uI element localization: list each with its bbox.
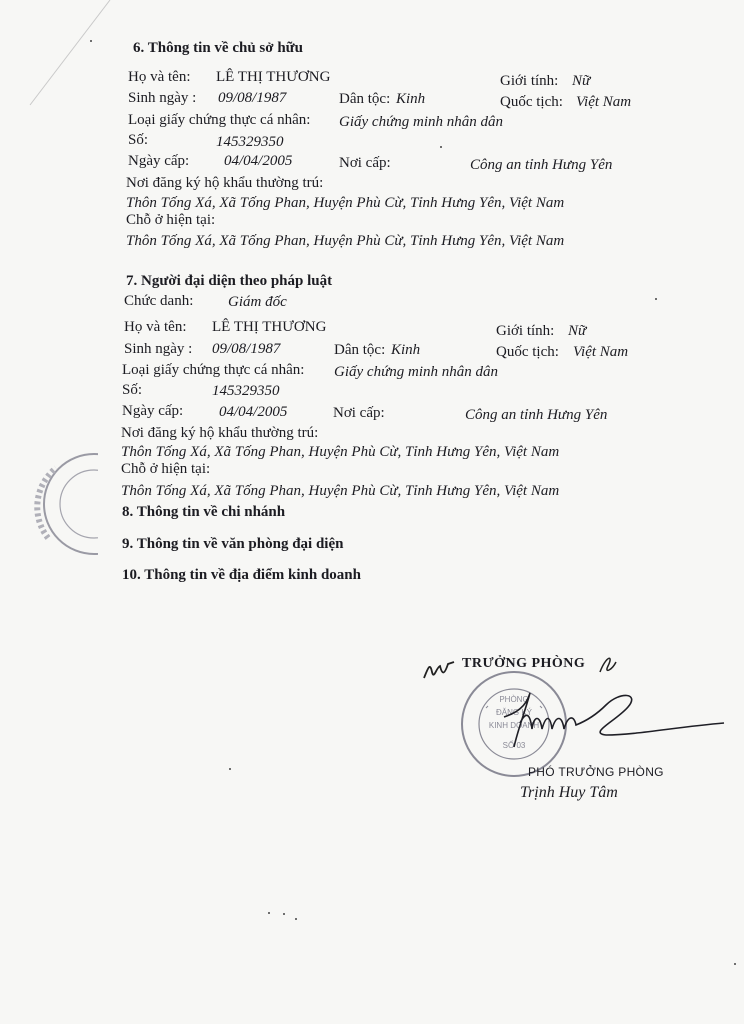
rep-id-type-label: Loại giấy chứng thực cá nhân:	[122, 362, 305, 378]
kt-handwritten-mark	[420, 648, 460, 688]
location-heading: 10. Thông tin về địa điểm kinh doanh	[122, 567, 361, 583]
owner-id-no: 145329350	[216, 134, 284, 150]
owner-issue-date: 04/04/2005	[224, 153, 293, 169]
stamp-center-line-4: SỐ 03	[502, 741, 526, 750]
rep-ethnicity: Kinh	[391, 342, 421, 358]
head-title: TRƯỞNG PHÒNG	[462, 656, 586, 671]
owner-nationality-label: Quốc tịch:	[500, 94, 563, 110]
rep-issue-place-label: Nơi cấp:	[333, 405, 385, 421]
owner-ethnicity: Kinh	[396, 91, 426, 107]
speck	[655, 298, 657, 300]
rep-id-no-label: Số:	[122, 382, 143, 398]
deputy-title: PHÓ TRƯỞNG PHÒNG	[528, 765, 664, 779]
signature-scribble	[496, 685, 728, 755]
owner-current: Thôn Tống Xá, Xã Tống Phan, Huyện Phù Cừ, Tỉnh Hưng Yên, Việt Nam	[126, 233, 565, 249]
rep-issue-date: 04/04/2005	[219, 404, 288, 420]
owner-gender-label: Giới tính:	[500, 73, 559, 89]
owner-id-no-label: Số:	[128, 132, 149, 148]
speck	[295, 918, 297, 920]
rep-ethnicity-label: Dân tộc:	[334, 342, 386, 358]
rep-name-label: Họ và tên:	[124, 319, 187, 335]
page-fold-mark	[0, 0, 120, 120]
rep-issue-place: Công an tỉnh Hưng Yên	[465, 407, 608, 423]
owner-name: LÊ THỊ THƯƠNG	[216, 69, 331, 85]
rep-title: Giám đốc	[228, 294, 287, 310]
speck	[90, 40, 92, 42]
branch-heading: 8. Thông tin về chi nhánh	[122, 504, 286, 520]
rep-dob: 09/08/1987	[212, 341, 281, 357]
rep-nationality: Việt Nam	[573, 344, 629, 360]
speck	[734, 963, 736, 965]
rep-residence-label: Nơi đăng ký hộ khẩu thường trú:	[121, 425, 319, 441]
owner-gender: Nữ	[572, 73, 591, 89]
owner-id-type-label: Loại giấy chứng thực cá nhân:	[128, 112, 311, 128]
speck	[268, 912, 270, 914]
owner-dob: 09/08/1987	[218, 90, 287, 106]
stamp-center-line-1: PHÒNG	[499, 695, 529, 704]
owner-dob-label: Sinh ngày :	[128, 90, 197, 106]
rep-name: LÊ THỊ THƯƠNG	[212, 319, 327, 335]
head-title-flourish	[596, 652, 620, 678]
stamp-center-line-2: ĐĂNG KÝ	[495, 708, 533, 717]
rep-dob-label: Sinh ngày :	[124, 341, 193, 357]
owner-current-label: Chỗ ở hiện tại:	[126, 212, 216, 228]
rep-issue-date-label: Ngày cấp:	[122, 403, 184, 419]
rep-nationality-label: Quốc tịch:	[496, 344, 559, 360]
rep-gender-label: Giới tính:	[496, 323, 555, 339]
owner-issue-place: Công an tỉnh Hưng Yên	[470, 157, 613, 173]
owner-residence: Thôn Tống Xá, Xã Tống Phan, Huyện Phù Cừ, Tỉnh Hưng Yên, Việt Nam	[126, 195, 565, 211]
rep-id-no: 145329350	[212, 383, 280, 399]
owner-residence-label: Nơi đăng ký hộ khẩu thường trú:	[126, 175, 324, 191]
office-heading: 9. Thông tin về văn phòng đại diện	[122, 536, 344, 552]
owner-heading: 6. Thông tin về chủ sở hữu	[133, 40, 304, 56]
rep-residence: Thôn Tống Xá, Xã Tống Phan, Huyện Phù Cừ, Tỉnh Hưng Yên, Việt Nam	[121, 444, 560, 460]
rep-id-type: Giấy chứng minh nhân dân	[334, 364, 498, 380]
stamp-center-line-3: KINH DOANH	[488, 721, 540, 730]
speck	[440, 146, 442, 148]
signer-name: Trịnh Huy Tâm	[520, 784, 618, 801]
owner-ethnicity-label: Dân tộc:	[339, 91, 391, 107]
speck	[229, 768, 231, 770]
owner-issue-date-label: Ngày cấp:	[128, 153, 190, 169]
owner-id-type: Giấy chứng minh nhân dân	[339, 114, 503, 130]
speck	[283, 913, 285, 915]
owner-issue-place-label: Nơi cấp:	[339, 155, 391, 171]
owner-name-label: Họ và tên:	[128, 69, 191, 85]
rep-gender: Nữ	[568, 323, 587, 339]
owner-nationality: Việt Nam	[576, 94, 632, 110]
rep-title-label: Chức danh:	[124, 293, 194, 309]
rep-current: Thôn Tống Xá, Xã Tống Phan, Huyện Phù Cừ, Tỉnh Hưng Yên, Việt Nam	[121, 483, 560, 499]
rep-current-label: Chỗ ở hiện tại:	[121, 461, 211, 477]
left-edge-seal	[28, 448, 98, 560]
representative-heading: 7. Người đại diện theo pháp luật	[126, 273, 333, 289]
